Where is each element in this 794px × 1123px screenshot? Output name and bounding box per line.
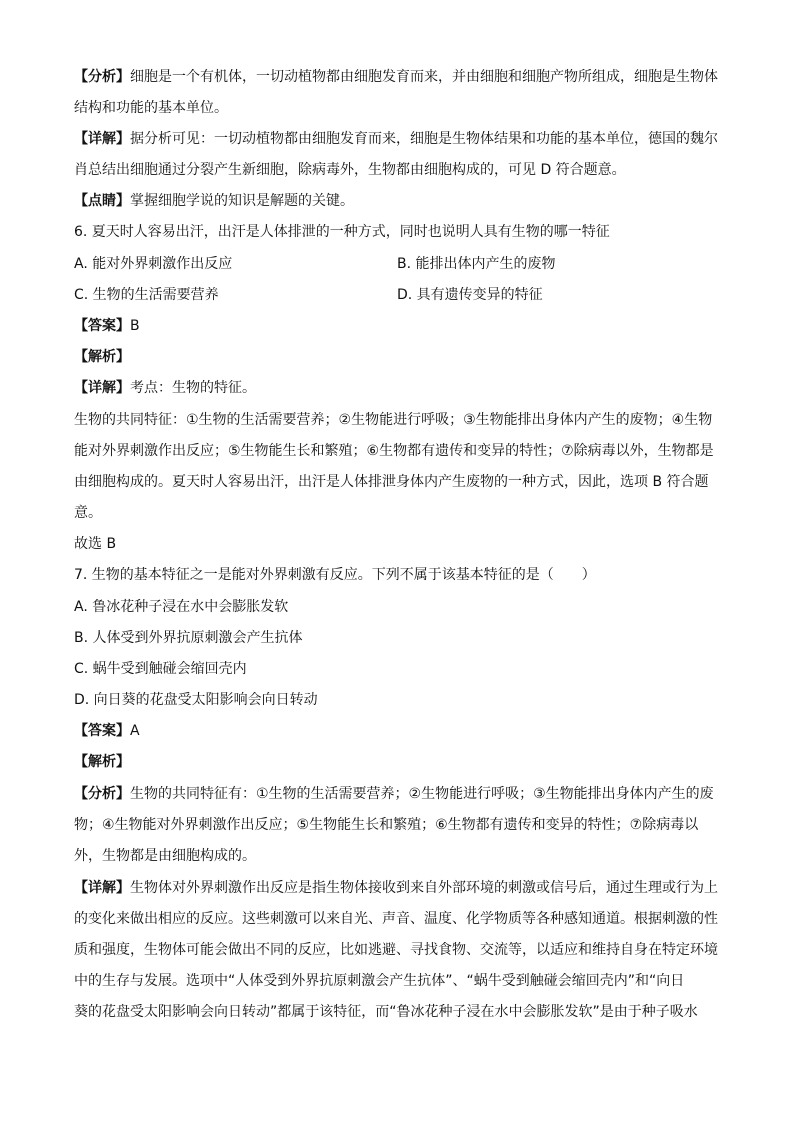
q7-detail-line-4: 中的生存与发展。选项中“人体受到外界抗原刺激会产生抗体”、“蜗牛受到触碰会缩回壳内”和“向日	[74, 973, 685, 989]
analysis-tag: 【分析】	[74, 69, 130, 85]
analysis-text-1: 细胞是一个有机体，一切动植物都由细胞发育而来，并由细胞和细胞产物所组成，细胞是生物体	[130, 69, 718, 85]
q7-detail-tag: 【详解】	[74, 880, 130, 896]
detail-line-2: 肖总结出细胞通过分裂产生新细胞，除病毒外，生物都由细胞构成的，可见 D 符合题意。	[74, 162, 626, 178]
q7-analysis-line-2: 物；④生物能对外界刺激作出反应；⑤生物能生长和繁殖；⑥生物都有遗传和变异的特性；⑦除病毒以	[74, 817, 699, 833]
detail-text-1: 据分析可见：一切动植物都由细胞发育而来，细胞是生物体结果和功能的基本单位，德国的魏尔	[130, 131, 718, 147]
q6-explain-2: 能对外界刺激作出反应；⑤生物能生长和繁殖；⑥生物都有遗传和变异的特性；⑦除病毒以外，生物都是	[74, 443, 714, 459]
q6-explain-1: 生物的共同特征：①生物的生活需要营养；②生物能进行呼吸；③生物能排出身体内产生的废物；④生物	[74, 412, 713, 428]
q6-option-c: C. 生物的生活需要营养	[74, 287, 219, 303]
q7-analysis-tag: 【分析】	[74, 786, 130, 802]
q6-answer-value: B	[130, 318, 140, 334]
q6-detail-text: 考点：生物的特征。	[130, 380, 256, 396]
q7-detail-line-5: 葵的花盘受太阳影响会向日转动”都属于该特征，而“鲁冰花种子浸在水中会膨胀发软”是由于种子吸水	[74, 1004, 698, 1020]
q6-explain-3: 由细胞构成的。夏天时人容易出汗，出汗是人体排泄身体内产生废物的一种方式，因此，选项 B 符合题	[74, 474, 709, 490]
q6-option-a: A. 能对外界刺激作出反应	[74, 256, 233, 272]
q6-explain-4: 意。	[74, 505, 102, 521]
q6-jiexi-tag: 【解析】	[74, 349, 130, 365]
q7-jiexi-tag: 【解析】	[74, 754, 130, 770]
q7-analysis-line-3: 外，生物都是由细胞构成的。	[74, 848, 256, 864]
q7-detail-line-2: 的变化来做出相应的反应。这些刺激可以来自光、声音、温度、化学物质等各种感知通道。根据刺激的性	[74, 911, 718, 927]
q7-detail-line-3: 质和强度，生物体可能会做出不同的反应，比如逃避、寻找食物、交流等，以适应和维持自身在特定环境	[74, 942, 718, 958]
q6-conclusion: 故选 B	[74, 536, 117, 552]
q7-option-a: A. 鲁冰花种子浸在水中会膨胀发软	[74, 599, 289, 615]
tip-text: 掌握细胞学说的知识是解题的关键。	[130, 193, 354, 209]
q7-option-d: D. 向日葵的花盘受太阳影响会向日转动	[74, 692, 318, 708]
q6-option-d: D. 具有遗传变异的特征	[397, 287, 543, 303]
tip-line	[74, 190, 354, 212]
q6-detail	[74, 377, 256, 399]
q7-analysis-line-1	[74, 783, 714, 805]
q6-stem: 6. 夏天时人容易出汗，出汗是人体排泄的一种方式，同时也说明人具有生物的哪一特征	[74, 224, 610, 240]
q7-answer-tag: 【答案】	[74, 723, 130, 739]
q7-option-c: C. 蜗牛受到触碰会缩回壳内	[74, 661, 247, 677]
q6-detail-tag: 【详解】	[74, 380, 130, 396]
q7-answer-value: A	[130, 723, 140, 739]
q6-answer	[74, 315, 140, 337]
q7-answer	[74, 720, 140, 742]
analysis-line-2: 结构和功能的基本单位。	[74, 100, 228, 116]
q7-detail-line-1	[74, 877, 718, 899]
q7-option-b: B. 人体受到外界抗原刺激会产生抗体	[74, 630, 303, 646]
q6-option-b: B. 能排出体内产生的废物	[397, 256, 556, 272]
q7-analysis-text-1: 生物的共同特征有：①生物的生活需要营养；②生物能进行呼吸；③生物能排出身体内产生的废	[130, 786, 714, 802]
q7-stem: 7. 生物的基本特征之一是能对外界刺激有反应。下列不属于该基本特征的是（ ）	[74, 567, 596, 583]
tip-tag: 【点睛】	[74, 193, 130, 209]
q6-answer-tag: 【答案】	[74, 318, 130, 334]
analysis-line-1	[74, 66, 718, 88]
detail-line-1	[74, 128, 718, 150]
q7-detail-text-1: 生物体对外界刺激作出反应是指生物体接收到来自外部环境的刺激或信号后，通过生理或行为上	[130, 880, 718, 896]
detail-tag: 【详解】	[74, 131, 130, 147]
